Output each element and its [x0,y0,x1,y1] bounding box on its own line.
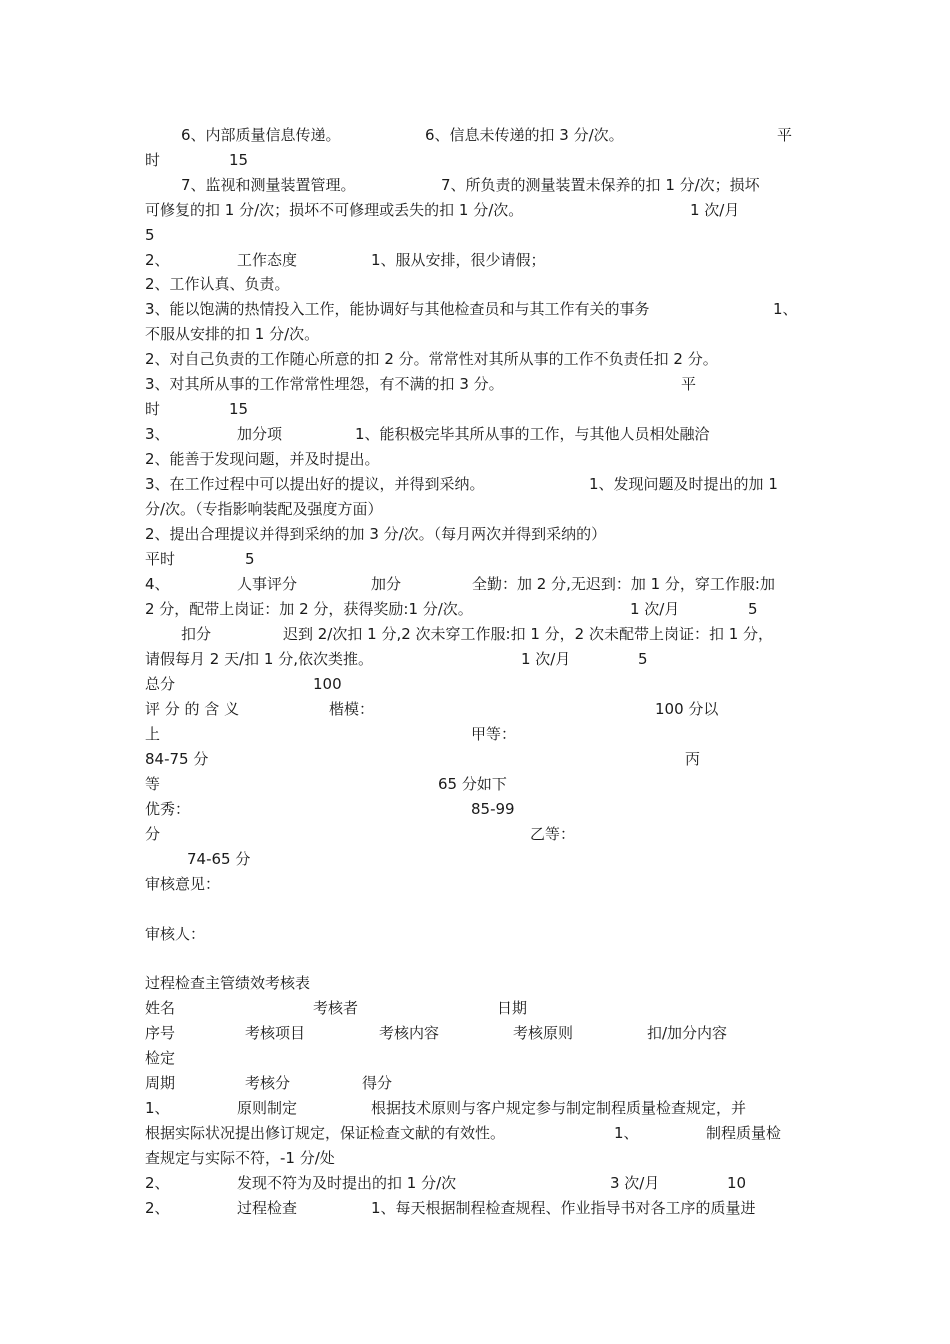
text-span: 85-99 [471,800,515,818]
text-span: 2、 [145,1174,170,1192]
text-line [145,248,805,273]
text-span: 3、能以饱满的热情投入工作，能协调好与其他检查员和与其工作有关的事务 [145,300,650,318]
text-line [145,872,805,897]
text-span: 原则制定 [237,1099,298,1117]
text-line [145,1046,805,1071]
text-line [145,647,805,672]
text-span: 5 [145,226,155,244]
text-span: 2、对自己负责的工作随心所意的扣 2 分。常常性对其所从事的工作不负责任扣 2 分。 [145,350,718,368]
text-span: 全勤：加 2 分,无迟到：加 1 分，穿工作服:加 [472,575,775,593]
text-span: 人事评分 [237,575,298,593]
text-span: 时 [145,400,161,418]
text-line [145,797,805,822]
text-span: 3、 [145,425,170,443]
text-span: 制程质量检 [706,1124,782,1142]
text-span: 优秀： [145,800,191,818]
text-span: 周期 [145,1074,176,1092]
text-span: 加分 [371,575,402,593]
text-span: 得分 [362,1074,393,1092]
text-line [145,1196,805,1221]
text-span: 过程检查 [237,1199,298,1217]
text-span: 考核内容 [379,1024,440,1042]
text-span: 2、能善于发现问题，并及时提出。 [145,450,380,468]
text-span: 姓名 [145,999,176,1017]
text-span: 迟到 2/次扣 1 分,2 次未穿工作服:扣 1 分，2 次未配带上岗证：扣 1 分， [283,625,774,643]
text-span: 审核意见： [145,875,221,893]
text-line [145,971,805,996]
text-span: 2、工作认真、负责。 [145,275,290,293]
text-span: 时 [145,151,161,169]
text-span: 根据技术原则与客户规定参与制定制程质量检查规定，并 [371,1099,747,1117]
text-line [145,622,805,647]
text-line [145,547,805,572]
text-span: 考核分 [245,1074,291,1092]
text-span: 3 次/月 [610,1174,660,1192]
text-span: 平时 [145,550,176,568]
text-line [145,996,805,1021]
text-span: 15 [229,400,249,418]
text-span: 平 [681,375,697,393]
text-line [145,572,805,597]
text-span: 6、信息未传递的扣 3 分/次。 [425,126,624,144]
text-span: 平 [777,126,793,144]
text-span: 审核人： [145,925,206,943]
text-line [145,922,805,947]
text-span: 分 [145,825,161,843]
text-line [145,772,805,797]
text-line [145,597,805,622]
text-line [145,1096,805,1121]
text-span: 检定 [145,1049,176,1067]
text-line [145,1021,805,1046]
text-span: 扣分 [181,625,212,643]
text-span: 考核项目 [245,1024,306,1042]
text-span: 4、 [145,575,170,593]
text-span: 2、 [145,1199,170,1217]
text-line [145,123,805,148]
text-line [145,372,805,397]
text-span: 3、对其所从事的工作常常性埋怨，有不满的扣 3 分。 [145,375,504,393]
text-span: 1、 [773,300,798,318]
text-line [145,148,805,173]
text-span: 发现不符为及时提出的扣 1 分/次 [237,1174,457,1192]
text-span: 请假每月 2 天/扣 1 分,依次类推。 [145,650,373,668]
text-span: 丙 [685,750,701,768]
text-span: 1、 [614,1124,639,1142]
text-span: 2、 [145,251,170,269]
text-span: 84-75 分 [145,750,209,768]
text-line [145,1171,805,1196]
text-line [145,173,805,198]
text-span: 过程检查主管绩效考核表 [145,974,311,992]
text-span: 1、服从安排，很少请假； [371,251,546,269]
text-line [145,422,805,447]
text-span: 5 [748,600,758,618]
text-span: 考核原则 [513,1024,574,1042]
text-span: 上 [145,725,161,743]
text-span: 1 次/月 [690,201,740,219]
text-line [145,697,805,722]
text-span: 分/次。（专指影响装配及强度方面） [145,500,383,518]
text-line [145,722,805,747]
text-span: 65 分如下 [438,775,507,793]
text-span: 10 [727,1174,747,1192]
text-span: 15 [229,151,249,169]
text-span: 楷模： [329,700,375,718]
text-span: 5 [638,650,648,668]
text-span: 不服从安排的扣 1 分/次。 [145,325,320,343]
text-span: 1、发现问题及时提出的加 1 [589,475,778,493]
text-span: 等 [145,775,161,793]
text-span: 2、提出合理提议并得到采纳的加 3 分/次。（每月两次并得到采纳的） [145,525,607,543]
text-span: 1、每天根据制程检查规程、作业指导书对各工序的质量进 [371,1199,756,1217]
text-span: 100 [313,675,342,693]
text-span: 序号 [145,1024,176,1042]
text-span: 2 分，配带上岗证：加 2 分，获得奖励:1 分/次。 [145,600,473,618]
text-line [145,322,805,347]
text-span: 1 次/月 [521,650,571,668]
text-span: 加分项 [237,425,283,443]
text-line [145,397,805,422]
text-span: 1、 [145,1099,170,1117]
text-span: 1 次/月 [630,600,680,618]
text-line [145,1146,805,1171]
text-line [145,223,805,248]
text-span: 1、能积极完毕其所从事的工作，与其他人员相处融洽 [355,425,710,443]
text-span: 根据实际状况提出修订规定，保证检查文献的有效性。 [145,1124,506,1142]
text-span: 5 [245,550,255,568]
text-span: 7、监视和测量装置管理。 [181,176,356,194]
text-line [145,297,805,322]
text-span: 考核者 [313,999,359,1017]
text-line [145,1071,805,1096]
text-line [145,1121,805,1146]
text-span: 100 分以 [655,700,719,718]
text-span: 查规定与实际不符，-1 分/处 [145,1149,335,1167]
text-line [145,822,805,847]
text-line [145,347,805,372]
text-line [145,447,805,472]
text-span: 评 分 的 含 义 [145,700,240,718]
text-line [145,472,805,497]
text-line [145,747,805,772]
text-line [145,672,805,697]
text-line [145,497,805,522]
text-line [145,272,805,297]
text-span: 日期 [497,999,528,1017]
text-span: 7、所负责的测量装置未保养的扣 1 分/次；损坏 [441,176,760,194]
text-span: 乙等： [530,825,576,843]
text-span: 74-65 分 [187,850,251,868]
text-span: 工作态度 [237,251,298,269]
text-line [145,198,805,223]
text-line [145,847,805,872]
text-span: 6、内部质量信息传递。 [181,126,341,144]
text-span: 可修复的扣 1 分/次；损坏不可修理或丢失的扣 1 分/次。 [145,201,524,219]
text-span: 扣/加分内容 [647,1024,728,1042]
text-line [145,522,805,547]
text-span: 总分 [145,675,176,693]
text-span: 3、在工作过程中可以提出好的提议，并得到采纳。 [145,475,485,493]
text-span: 甲等： [471,725,517,743]
